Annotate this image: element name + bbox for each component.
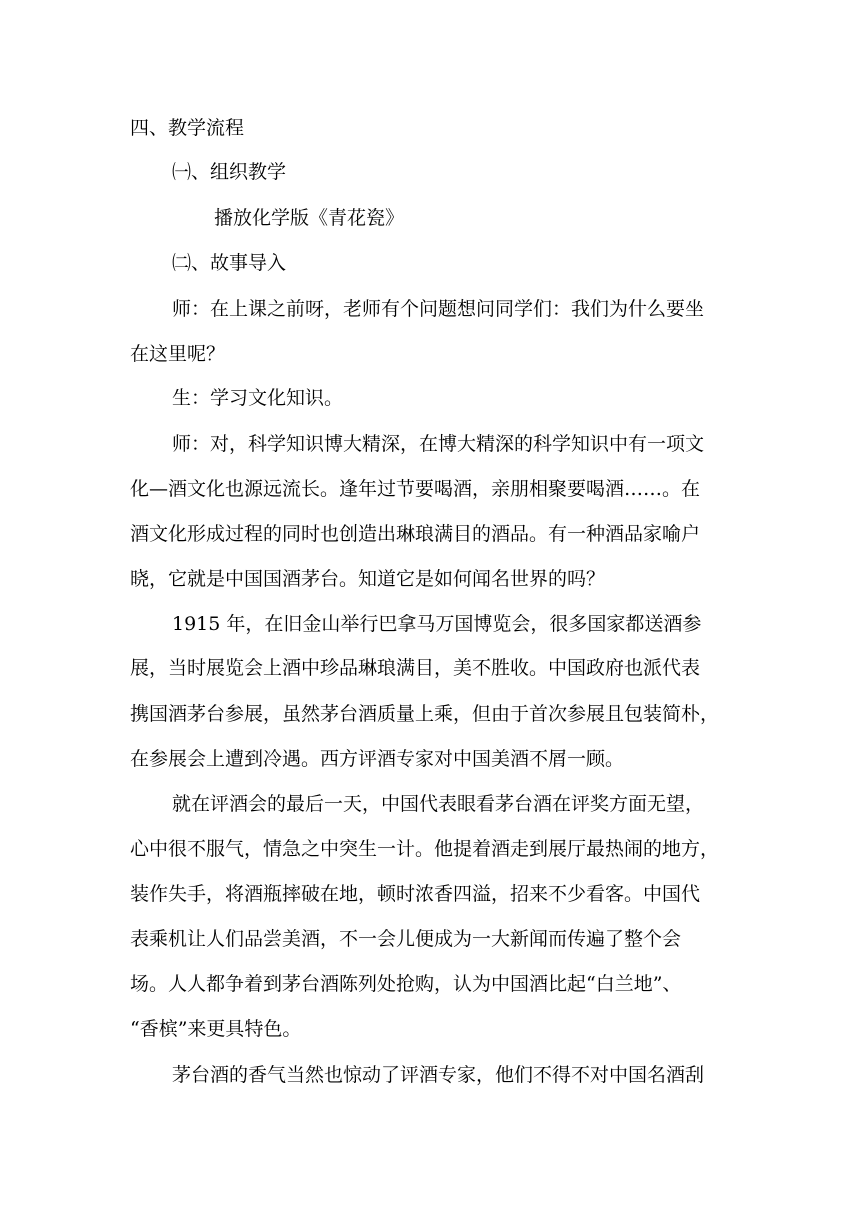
paragraph-line: 表乘机让人们品尝美酒，不一会儿便成为一大新闻而传遍了整个会 [130, 928, 682, 950]
subsection-heading: ㈡、故事导入 [172, 252, 287, 274]
subsection-heading: ㈠、组织教学 [172, 161, 287, 183]
section-heading: 四、教学流程 [130, 117, 245, 139]
paragraph-line: 化—酒文化也源远流长。逢年过节要喝酒，亲朋相聚要喝酒……。在 [130, 478, 701, 500]
paragraph-line: 展，当时展览会上酒中珍品琳琅满目，美不胜收。中国政府也派代表 [130, 657, 701, 679]
paragraph-line: 心中很不服气，情急之中突生一计。他提着酒走到展厅最热闹的地方， [130, 838, 720, 860]
paragraph-line: 在参展会上遭到冷遇。西方评酒专家对中国美酒不屑一顾。 [130, 748, 625, 770]
paragraph-line: 1915 年，在旧金山举行巴拿马万国博览会，很多国家都送酒参 [172, 613, 702, 635]
paragraph-line: 在这里呢？ [130, 343, 226, 365]
paragraph-line: 晓，它就是中国国酒茅台。知道它是如何闻名世界的吗？ [130, 568, 606, 590]
paragraph-line: 就在评酒会的最后一天，中国代表眼看茅台酒在评奖方面无望， [172, 793, 705, 815]
paragraph-line: 师：对，科学知识博大精深，在博大精深的科学知识中有一项文 [172, 433, 705, 455]
paragraph-line: 场。人人都争着到茅台酒陈列处抢购，认为中国酒比起“白兰地”、 [130, 973, 682, 995]
paragraph-line: “香槟”来更具特色。 [130, 1018, 302, 1040]
paragraph-line: 生：学习文化知识。 [172, 387, 344, 409]
paragraph-line: 师：在上课之前呀，老师有个问题想问同学们：我们为什么要坐 [172, 298, 705, 320]
paragraph-line: 携国酒茅台参展，虽然茅台酒质量上乘，但由于首次参展且包装简朴， [130, 703, 720, 725]
paragraph-line: 茅台酒的香气当然也惊动了评酒专家，他们不得不对中国名酒刮 [172, 1064, 705, 1086]
list-item: 播放化学版《青花瓷》 [214, 207, 405, 229]
paragraph-line: 酒文化形成过程的同时也创造出琳琅满目的酒品。有一种酒品家喻户 [130, 523, 701, 545]
paragraph-line: 装作失手，将酒瓶摔破在地，顿时浓香四溢，招来不少看客。中国代 [130, 883, 701, 905]
